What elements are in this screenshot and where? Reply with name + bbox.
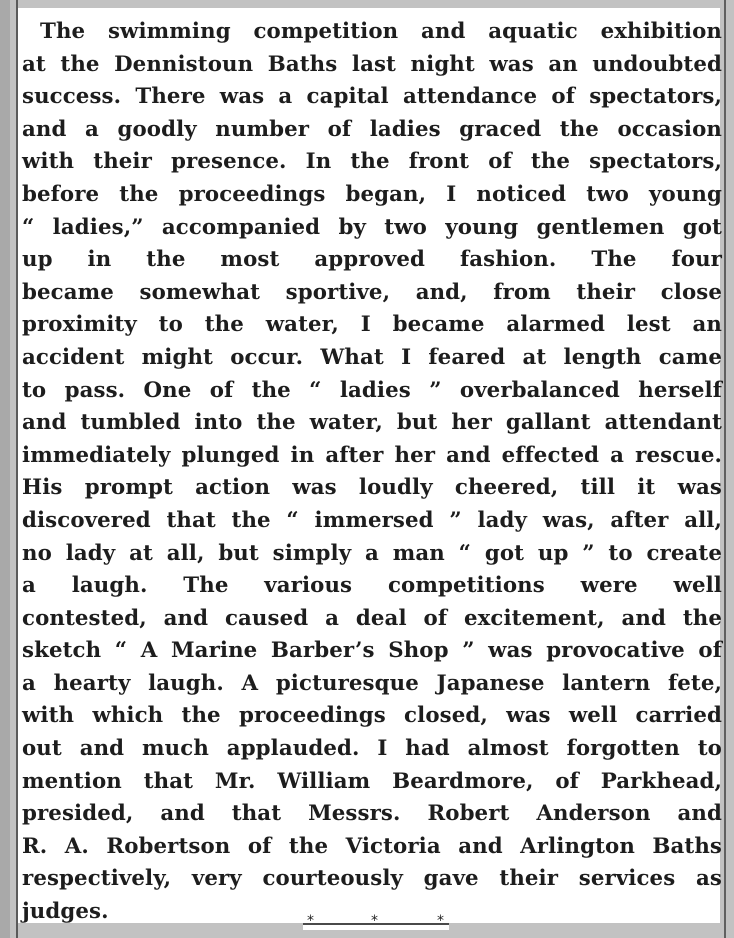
article-line: to pass. One of the “ ladies ” overbalanced herself <box>22 377 722 403</box>
article-line: contested, and caused a deal of excitement, and the <box>22 605 722 631</box>
article-line: judges. <box>22 899 109 925</box>
article-line: respectively, very courteously gave their services as <box>22 866 722 892</box>
article-line: and tumbled into the water, but her gallant attendant <box>22 410 722 436</box>
article-line: at the Dennistoun Baths last night was an undoubted <box>22 51 722 77</box>
section-divider <box>303 914 449 930</box>
article-line: out and much applauded. I had almost forgotten to <box>22 736 722 762</box>
article-line: proximity to the water, I became alarmed lest an <box>22 312 722 338</box>
article-body <box>22 16 722 929</box>
right-column-rule <box>724 0 726 938</box>
article-line: with their presence. In the front of the spectators, <box>22 149 722 175</box>
article-line: R. A. Robertson of the Victoria and Arlington Baths <box>22 833 722 859</box>
article-line: discovered that the “ immersed ” lady was, after all, <box>22 507 722 533</box>
article-line: presided, and that Messrs. Robert Anderson and <box>22 801 722 827</box>
article-line: The swimming competition and aquatic exhibition <box>40 19 722 44</box>
article-line: success. There was a capital attendance of spectators, <box>22 84 722 110</box>
article-line: and a goodly number of ladies graced the occasion <box>22 116 722 142</box>
article-line: sketch “ A Marine Barber’s Shop ” was provocative of <box>22 638 722 664</box>
article-line: a hearty laugh. A picturesque Japanese lantern fete, <box>22 670 722 696</box>
article-line: His prompt action was loudly cheered, till it was <box>22 475 722 501</box>
article-line: “ ladies,” accompanied by two young gentlemen got <box>22 214 722 240</box>
asterisk-icon: * <box>437 913 444 929</box>
article-line: with which the proceedings closed, was well carried <box>22 703 722 729</box>
article-line: up in the most approved fashion. The four <box>22 247 722 273</box>
article-line: immediately plunged in after her and effected a rescue. <box>22 442 722 468</box>
article-line: accident might occur. What I feared at length came <box>22 344 722 370</box>
asterisk-icon: * <box>307 913 314 929</box>
article-line: a laugh. The various competitions were well <box>22 573 722 599</box>
asterisk-icon: * <box>371 913 378 929</box>
article-line: no lady at all, but simply a man “ got up ” to create <box>22 540 722 566</box>
left-margin-edge <box>0 0 10 938</box>
article-line: mention that Mr. William Beardmore, of Parkhead, <box>22 768 722 794</box>
article-line: before the proceedings began, I noticed two young <box>22 181 722 207</box>
article-line: became somewhat sportive, and, from their close <box>22 279 722 305</box>
